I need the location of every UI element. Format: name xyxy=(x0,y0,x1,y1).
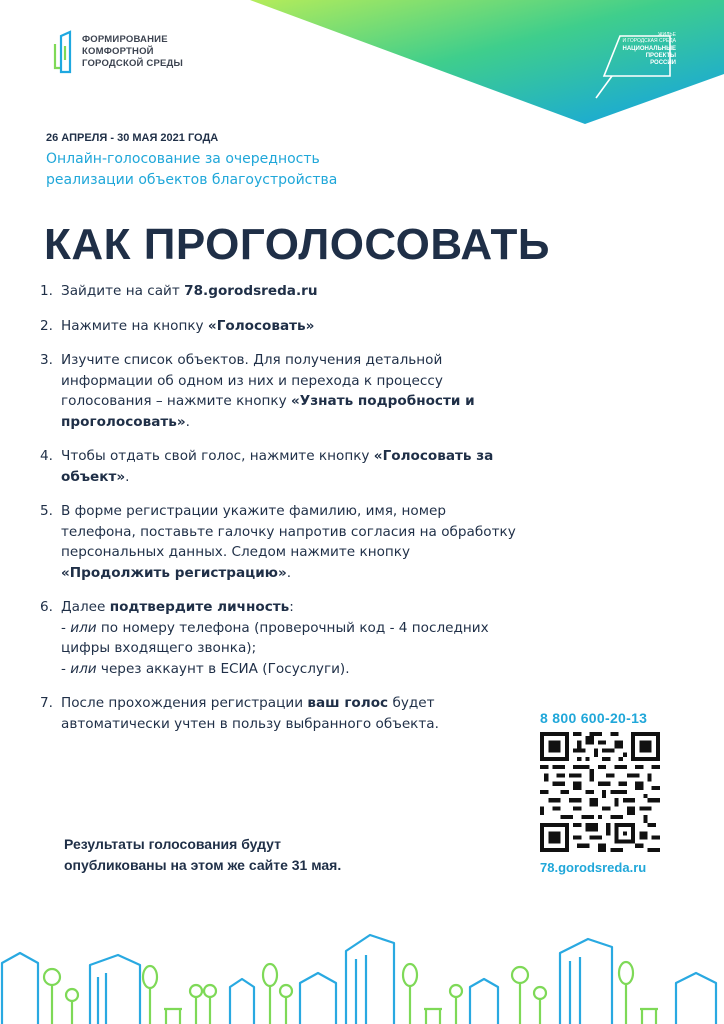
step-number: 6. xyxy=(40,599,53,615)
step-text: Чтобы отдать свой голос, нажмите кнопку xyxy=(61,448,374,464)
site-link[interactable]: 78.gorodsreda.ru xyxy=(184,283,318,299)
step-emphasis: «Голосовать» xyxy=(207,317,315,334)
step-item xyxy=(40,501,520,583)
step-number: 2. xyxy=(40,317,53,334)
voting-dates: 26 АПРЕЛЯ - 30 МАЯ 2021 ГОДА xyxy=(46,132,219,144)
subtitle-line: реализации объектов благоустройства xyxy=(46,172,338,188)
step-text: Нажмите на кнопку xyxy=(61,317,208,334)
step-item xyxy=(40,316,520,337)
steps-list xyxy=(40,281,520,748)
brand-logo xyxy=(52,30,183,74)
logo-line: ФОРМИРОВАНИЕ xyxy=(82,34,168,45)
results-line: Результаты голосования будут xyxy=(64,836,281,852)
natproj-big xyxy=(618,46,676,67)
logo-line: ГОРОДСКОЙ СРЕДЫ xyxy=(82,58,184,69)
step-text: . xyxy=(286,564,292,581)
step-text: . xyxy=(125,468,130,485)
natproj-big-line: ПРОЕКТЫ xyxy=(645,53,676,59)
results-line: опубликованы на этом же сайте 31 мая. xyxy=(64,857,342,873)
step-text: . xyxy=(185,413,190,430)
step-dash: - xyxy=(61,660,71,677)
step-text: будет автоматически учтен в пользу выбранного объекта. xyxy=(61,695,439,732)
logo-line: КОМФОРТНОЙ xyxy=(82,46,154,57)
step-item xyxy=(40,597,520,679)
step-number: 7. xyxy=(40,695,53,711)
city-skyline-decoration xyxy=(0,925,724,1024)
subtitle-line: Онлайн-голосование за очередность xyxy=(46,151,320,167)
step-text: Изучите список объектов. Для получения детальной информации об одном из них и перехода к процессу голосования – нажмите кнопку xyxy=(61,352,443,409)
natproj-line: И ГОРОДСКАЯ СРЕДА xyxy=(622,38,676,44)
results-note xyxy=(64,834,444,876)
step-emphasis: ваш голос xyxy=(307,695,389,711)
site-link-bottom[interactable]: 78.gorodsreda.ru xyxy=(540,860,647,875)
logo-text xyxy=(82,34,183,70)
step-emphasis: «Голосовать за объект» xyxy=(61,448,494,485)
subtitle xyxy=(46,149,406,191)
step-item xyxy=(40,693,520,734)
step-text: Далее xyxy=(61,599,110,615)
step-emphasis: подтвердите личность xyxy=(109,599,290,615)
step-italic: или xyxy=(70,660,97,677)
step-emphasis: «Продолжить регистрацию» xyxy=(61,564,287,581)
natproj-big-line: НАЦИОНАЛЬНЫЕ xyxy=(622,46,676,52)
natproj-line: ЖИЛЬЕ xyxy=(657,32,676,38)
phone-number[interactable]: 8 800 600-20-13 xyxy=(540,710,648,726)
page-title: КАК ПРОГОЛОСОВАТЬ xyxy=(44,220,550,269)
step-item xyxy=(40,446,520,487)
step-emphasis: «Узнать подробности и проголосовать» xyxy=(61,393,475,430)
step-number: 4. xyxy=(40,448,53,464)
step-number: 3. xyxy=(40,352,53,368)
step-text: по номеру телефона (проверочный код - 4 последних цифры входящего звонка); xyxy=(61,619,489,656)
national-projects-text xyxy=(618,32,676,67)
step-item xyxy=(40,281,520,302)
step-text: В форме регистрации укажите фамилию, имя, номер телефона, поставьте галочку напротив согласия на обработку персональных данных. Следом нажмите кнопку xyxy=(61,503,516,560)
step-item xyxy=(40,350,520,432)
qr-code-icon[interactable] xyxy=(540,732,660,852)
step-text: : xyxy=(289,599,294,615)
step-text: через аккаунт в ЕСИА (Госуслуги). xyxy=(96,660,350,677)
step-dash: - xyxy=(61,619,71,636)
step-text: Зайдите на сайт xyxy=(61,283,185,299)
step-italic: или xyxy=(70,619,97,636)
city-logo-icon xyxy=(52,30,74,74)
step-text: После прохождения регистрации xyxy=(61,695,308,711)
step-number: 1. xyxy=(40,283,53,299)
step-number: 5. xyxy=(40,503,53,519)
natproj-big-line: РОССИИ xyxy=(650,60,676,66)
